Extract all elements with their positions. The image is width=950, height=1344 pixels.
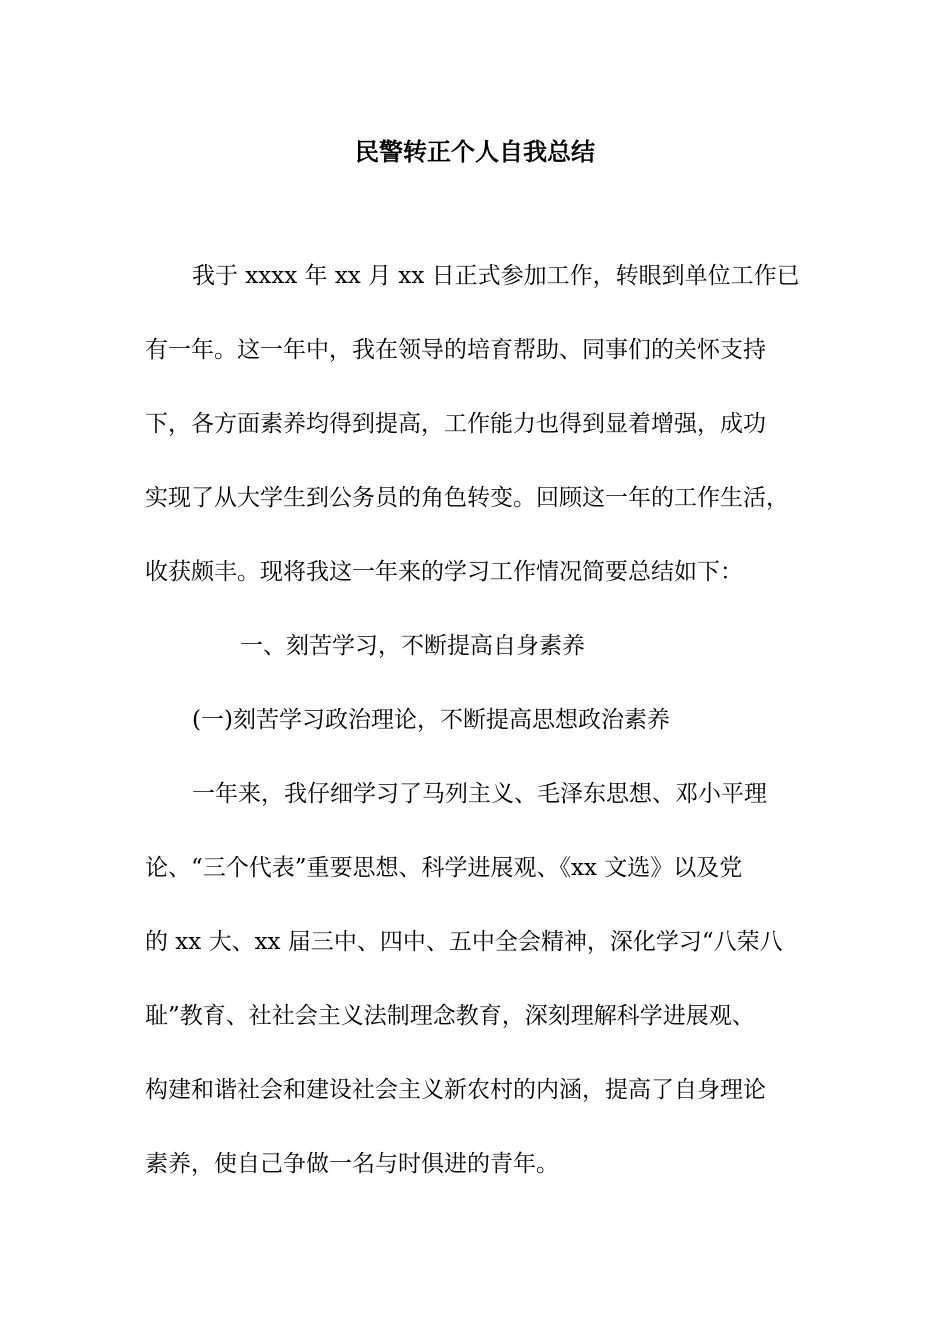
- document-title: 民警转正个人自我总结: [355, 137, 595, 166]
- paragraph-line: 收获颇丰。现将我这一年来的学习工作情况简要总结如下：: [145, 559, 743, 585]
- paragraph-line: 一年来，我仔细学习了马列主义、毛泽东思想、邓小平理: [192, 781, 767, 807]
- subsection-heading: (一)刻苦学习政治理论，不断提高思想政治素养: [192, 707, 670, 733]
- paragraph-line: 我于 xxxx 年 xx 月 xx 日正式参加工作，转眼到单位工作已: [192, 263, 800, 289]
- document-body: [145, 258, 835, 1220]
- paragraph-line: 下，各方面素养均得到提高，工作能力也得到显着增强，成功: [145, 411, 766, 437]
- paragraph-line: 的 xx 大、xx 届三中、四中、五中全会精神，深化学习“八荣八: [145, 929, 783, 955]
- paragraph-line: 素养，使自己争做一名与时俱进的青年。: [145, 1151, 559, 1177]
- paragraph-line: 有一年。这一年中，我在领导的培育帮助、同事们的关怀支持: [145, 337, 766, 363]
- paragraph-line: 耻”教育、社社会主义法制理念教育，深刻理解科学进展观、: [145, 1003, 755, 1029]
- paragraph-line: 论、“三个代表”重要思想、科学进展观、《xx 文选》以及党: [145, 855, 743, 881]
- section-heading: 一、刻苦学习，不断提高自身素养: [240, 633, 585, 659]
- paragraph-line: 实现了从大学生到公务员的角色转变。回顾这一年的工作生活，: [145, 485, 789, 511]
- paragraph-line: 构建和谐社会和建设社会主义新农村的内涵，提高了自身理论: [145, 1077, 766, 1103]
